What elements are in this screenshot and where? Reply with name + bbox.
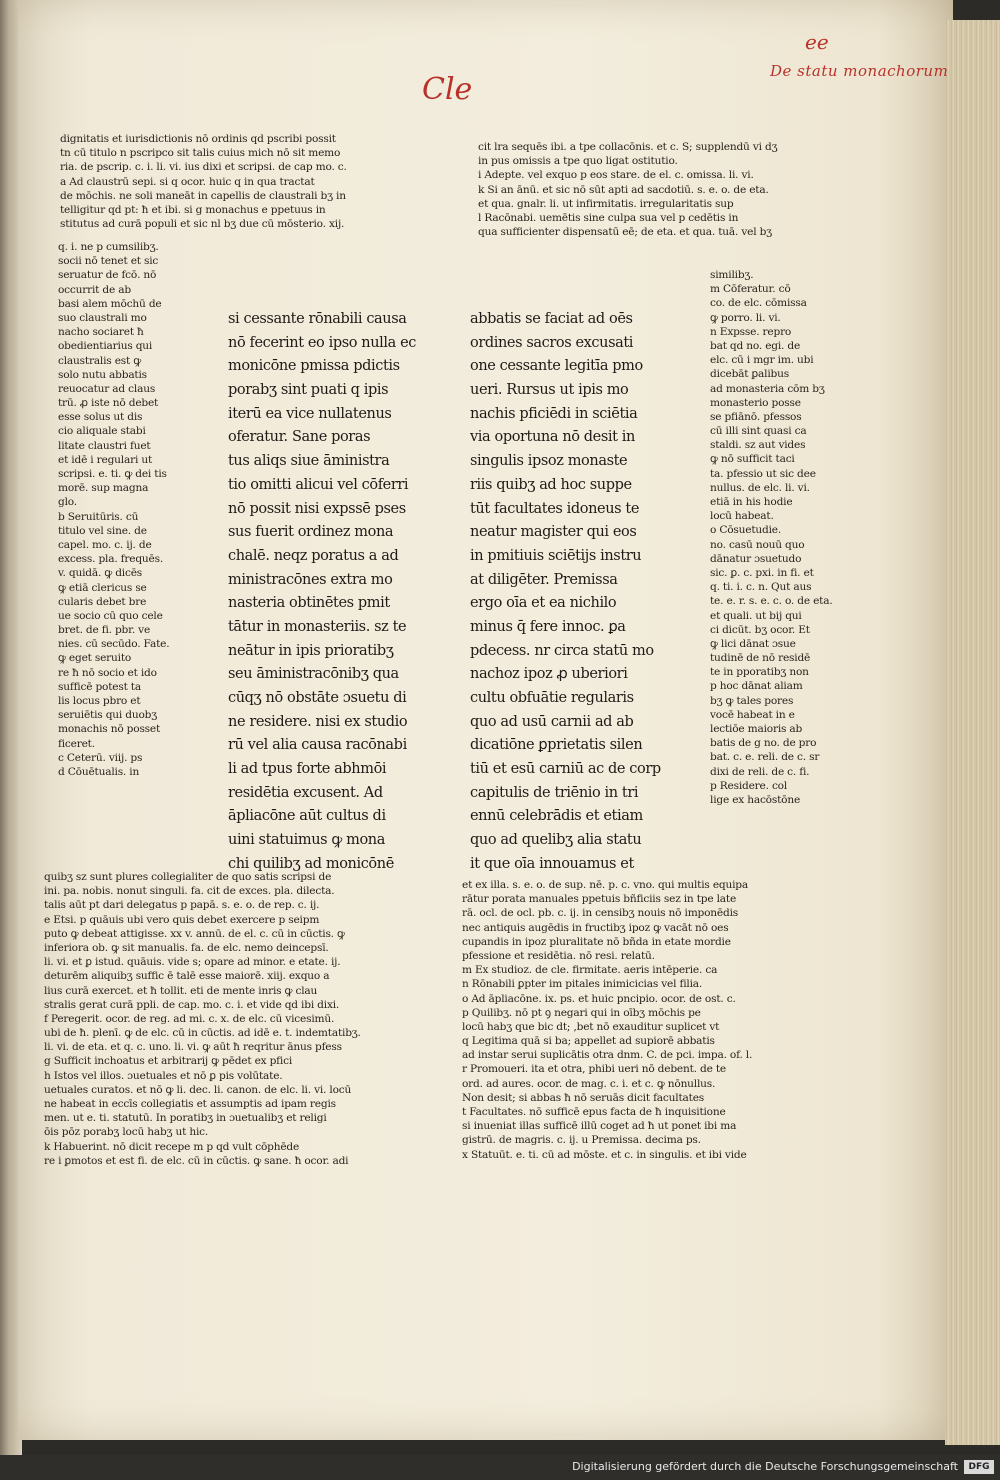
text-line: batis de g no. de pro — [710, 737, 817, 750]
text-line: r Promoueri. ita et otra, phibi ueri nō debent. de te — [462, 1063, 726, 1076]
text-line: dānatur ɔsuetudo — [710, 552, 802, 565]
text-line: ta. pfessio ut sic dee — [710, 467, 816, 480]
text-line: morē. sup magna — [58, 482, 149, 495]
text-line: āpliacōne aūt cultus di — [228, 808, 386, 825]
text-line: ci dicūt. bʒ ocor. Et — [710, 623, 810, 636]
text-line: li ad tpus forte abhmōi — [228, 761, 387, 778]
page-stack-edge — [945, 20, 1000, 1445]
text-line: socii nō tenet et sic — [58, 255, 159, 268]
text-line: nullus. de elc. li. vi. — [710, 481, 810, 494]
text-line: ordines sacros excusati — [470, 334, 634, 351]
text-line: neatur magister qui eos — [470, 524, 637, 541]
text-line: et idē i regulari ut — [58, 453, 152, 466]
text-line: capitulis de triēnio in tri — [470, 784, 639, 801]
text-line: re ħ nō socio et ido — [58, 666, 157, 679]
text-line: q Legitima quā si ba; appellet ad supiorē abbatis — [462, 1035, 715, 1048]
gloss-top-left — [60, 132, 432, 231]
text-line: sus fuerit ordinez mona — [228, 524, 394, 541]
text-line: p Residere. col — [710, 779, 788, 792]
text-line: dignitatis et iurisdictionis nō ordinis qd pscribi possit — [60, 133, 336, 145]
text-line: d Cōuētualis. in — [58, 765, 140, 778]
text-line: deturēm aliquibʒ suffic ē talē esse maiorē. xiij. exquo a — [44, 970, 330, 983]
text-line: suo claustrali mo — [58, 311, 147, 324]
text-line: ergo oīa et ea nichilo — [470, 595, 617, 612]
text-line: at diligēter. Premissa — [470, 571, 618, 588]
text-line: tudinē de nō residē — [710, 652, 811, 665]
text-line: pfessione et residētia. nō resi. relatū. — [462, 949, 655, 962]
text-line: rā. ocl. de ocl. pb. c. ij. in censibʒ nouis nō imponēdis — [462, 907, 739, 920]
text-line: ue socio cū quo cele — [58, 609, 163, 622]
text-line: quo ad quelibʒ alia statu — [470, 832, 642, 849]
text-line: talis aūt pt dari delegatus p papā. s. e. o. de rep. c. ij. — [44, 899, 320, 912]
text-line: basi alem mōchū de — [58, 297, 162, 310]
text-line: h Istos vel illos. ɔuetuales et nō ꝑ pis volūtate. — [44, 1069, 283, 1082]
text-line: elc. cū i mgr im. ubi — [710, 354, 814, 367]
text-line: lectiōe maioris ab — [710, 723, 803, 735]
text-line: occurrit de ab — [58, 283, 131, 296]
text-line: dicatiōne ꝑprietatis silen — [470, 737, 643, 754]
text-line: vocē habeat in e — [710, 708, 795, 721]
text-line: bʒ ꝙ tales pores — [710, 694, 794, 707]
running-head: De statu monachorum — [770, 62, 949, 80]
text-line: ad monasteria cōm bʒ — [710, 382, 825, 395]
text-line: k Si an ānū. et sic nō sūt apti ad sacdotiū. s. e. o. de eta. — [478, 183, 769, 196]
text-line: t Facultates. nō sufficē epus facta de ħ inquisitione — [462, 1106, 726, 1118]
text-line: sufficē potest ta — [58, 680, 141, 693]
gloss-right-column — [710, 268, 840, 807]
text-line: bat qd no. egi. de — [710, 339, 801, 352]
text-line: tātur in monasteriis. sz te — [228, 618, 407, 635]
text-line: p Quilibʒ. nō pt ꝯ negari qui in oībʒ mōchis pe — [462, 1006, 701, 1019]
text-line: rātur porata manuales ppetuis bñficiis sez in tpe late — [462, 893, 737, 906]
text-line: o Cōsuetudie. — [710, 524, 782, 537]
text-line: ōis pōz porabʒ locū habʒ ut hic. — [44, 1126, 209, 1139]
text-line: sic. ꝑ. c. pxi. in fi. et — [710, 566, 814, 579]
text-line: re i ꝑmotos et est fi. de elc. cū in cūctis. ꝙ sane. ħ ocor. adi — [44, 1154, 349, 1167]
text-line: dicebāt ꝑalibus — [710, 368, 789, 381]
text-line: f Peregerit. ocor. de reg. ad mi. c. x. de elc. cū vicesimū. — [44, 1012, 335, 1025]
text-line: inferiora ob. ꝙ sit manualis. fa. de elc. nemo deincepsī. — [44, 941, 329, 954]
text-line: ministracōnes extra mo — [228, 571, 393, 588]
text-line: nachis pficiēdi in sciētia — [470, 405, 638, 422]
footer-bar — [0, 1455, 1000, 1480]
text-line: k Habuerint. nō dicit recepe m p qd vult cōphēde — [44, 1140, 300, 1153]
text-line: tus aliqs siue āministra — [228, 453, 390, 470]
text-line: obedientiarius qui — [58, 340, 153, 353]
text-line: q. i. ne p cumsilibʒ. — [58, 241, 159, 253]
text-line: oferatur. Sane poras — [228, 429, 371, 446]
text-line: nō possit nisi expssē pses — [228, 500, 406, 517]
text-line: in pus omissis a tpe quo ligat ostitutio. — [478, 155, 678, 168]
text-line: cūqʒ nō obstāte ɔsuetu di — [228, 690, 407, 706]
text-line: cultu obfuātie regularis — [470, 690, 634, 706]
text-line: quibʒ sz sunt plures collegialiter de quo satis scripsi de — [44, 871, 332, 883]
text-line: monachis nō posset — [58, 723, 161, 736]
text-line: l Racōnabi. uemētis sine culpa sua vel p cedētis in — [478, 211, 739, 224]
text-line: residētia excusent. Ad — [228, 784, 383, 801]
text-line: p hoc dānat aliam — [710, 680, 803, 693]
text-line: no. casū nouū quo — [710, 538, 805, 551]
main-text-column-1 — [228, 308, 464, 877]
text-line: scripsi. e. ti. ꝙ dei tis — [58, 468, 167, 480]
main-text-column-2 — [470, 308, 698, 877]
text-line: nasteria obtinētes pmit — [228, 595, 390, 612]
text-line: minus q̄ fere innoc. ꝑa — [470, 618, 626, 635]
text-line: abbatis se faciat ad oēs — [470, 311, 633, 327]
text-line: te in pporatibʒ non — [710, 666, 809, 679]
gloss-top-right — [478, 140, 840, 239]
text-line: n Expsse. repro — [710, 325, 792, 338]
text-line: te. e. r. s. e. c. o. de eta. — [710, 595, 833, 608]
gloss-left-column — [58, 240, 178, 779]
text-line: monicōne pmissa pdictis — [228, 358, 400, 375]
text-line: solo nutu abbatis — [58, 368, 147, 381]
text-line: ne residere. nisi ex studio — [228, 713, 408, 730]
text-line: glo. — [58, 496, 77, 509]
text-line: lius curā exercet. et ħ tollit. eti de mente inris ꝙ clau — [44, 984, 318, 997]
text-line: o Ad āpliacōne. ix. ps. et huic pncipio. ocor. de ost. c. — [462, 992, 736, 1005]
text-line: lis locus pbro et — [58, 695, 141, 707]
text-line: si inueniat illas sufficē illū coget ad ħ ut ponet ibi ma — [462, 1120, 737, 1133]
text-line: q. ti. i. c. n. Qut aus — [710, 581, 812, 594]
text-line: locū habeat. — [710, 510, 774, 523]
text-line: li. vi. de eta. et q. c. uno. li. vi. ꝙ aūt ħ reqritur ānus pfess — [44, 1041, 342, 1054]
text-line: chi quilibʒ ad monicōnē — [228, 855, 394, 872]
text-line: cularis debet bre — [58, 595, 147, 608]
text-line: cio aliquale stabi — [58, 425, 146, 438]
text-line: a Ad claustrū sepi. si q ocor. huic q in qua tractat — [60, 175, 315, 188]
text-line: g Sufficit inchoatus et arbitrarij ꝙ pēdet ex pfici — [44, 1055, 293, 1068]
text-line: seruiētis qui duobʒ — [58, 709, 158, 722]
text-line: trū. ꝓ iste nō debet — [58, 397, 159, 410]
text-line: ini. pa. nobis. nonut singuli. fa. cit de exces. pla. dilecta. — [44, 885, 335, 898]
text-line: nies. cū secūdo. Fate. — [58, 638, 170, 651]
gloss-bottom-right — [462, 878, 840, 1162]
text-line: ꝙ nō sufficit taci — [710, 453, 795, 466]
text-line: ne habeat in eccīs collegiatis et assumptis ad ipam regis — [44, 1098, 336, 1110]
text-line: et quali. ut bij qui — [710, 609, 802, 622]
text-line: tn cū titulo n pscripco sit talis cuius mich nō sit memo — [60, 147, 341, 160]
text-line: de mōchis. ne soli maneāt in capellis de claustrali bʒ in — [60, 189, 346, 202]
text-line: one cessante legitīa pmo — [470, 358, 643, 375]
text-line: riis quibʒ ad hoc suppe — [470, 476, 632, 493]
text-line: ꝙ lici dānat ɔsue — [710, 637, 796, 650]
text-line: ad instar serui suplicātis otra dnm. C. de pci. impa. of. l. — [462, 1049, 753, 1062]
text-line: v. quidā. ꝙ dicēs — [58, 567, 143, 580]
text-line: seruatur de fcō. nō — [58, 269, 157, 282]
text-line: b Seruitūris. cū — [58, 510, 139, 523]
text-line: rū vel alia causa racōnabi — [228, 737, 407, 754]
text-line: et qua. gnalr. li. ut infirmitatis. irregularitatis sup — [478, 197, 734, 210]
text-line: stralis gerat curā ppli. de cap. mo. c. i. et vide qd ibi dixi. — [44, 998, 340, 1011]
text-line: ennū celebrādis et etiam — [470, 808, 643, 825]
text-line: cit lra sequēs ibi. a tpe collacōnis. et c. S; supplendū vi dʒ — [478, 141, 778, 153]
text-line: singulis ipsoz monaste — [470, 453, 628, 470]
text-line: reuocatur ad claus — [58, 382, 156, 395]
text-line: locū habʒ que bic dt; ,bet nō exauditur suplicet vt — [462, 1020, 720, 1033]
text-line: tiū et esū carniū ac de corp — [470, 761, 661, 778]
text-line: ria. de pscrip. c. i. li. vi. ius dixi et scripsi. de cap mo. c. — [60, 161, 347, 174]
text-line: iterū ea vice nullatenus — [228, 405, 392, 422]
text-line: stitutus ad curā populi et sic nl bʒ due cū mōsterio. xij. — [60, 218, 345, 231]
text-line: si cessante rōnabili causa — [228, 311, 407, 327]
funding-note: Digitalisierung gefördert durch die Deutsche Forschungsgemeinschaft — [572, 1460, 958, 1473]
text-line: c Ceterū. viij. ps — [58, 751, 143, 764]
text-line: dixi de reli. de c. fi. — [710, 765, 810, 778]
text-line: m Cōferatur. cō — [710, 283, 791, 296]
text-line: ficeret. — [58, 737, 95, 750]
text-line: it que oīa innouamus et — [470, 855, 634, 872]
text-line: li. vi. et ꝑ istud. quāuis. vide s; opare ad minor. e etate. ij. — [44, 956, 341, 969]
text-line: tūt facultates idoneus te — [470, 500, 640, 517]
text-line: esse solus ut dis — [58, 411, 143, 424]
page-head: Cle — [422, 72, 473, 107]
gloss-bottom-left — [44, 870, 414, 1168]
text-line: ꝙ etiā clericus se — [58, 581, 147, 594]
text-line: via oportuna nō desit in — [470, 429, 635, 446]
text-line: neātur in ipis prioratibʒ — [228, 642, 394, 659]
text-line: qua sufficienter dispensatū eē; de eta. et qua. tuā. vel bʒ — [478, 226, 772, 239]
text-line: telligitur qd pt: ħ et ibi. si g monachus e ppetuus in — [60, 203, 326, 216]
text-line: porabʒ sint puati q ipis — [228, 382, 389, 399]
text-line: etiā in his hodie — [710, 496, 793, 508]
text-line: bret. de fi. pbr. ve — [58, 624, 151, 637]
text-line: x Statuūt. e. ti. cū ad mōste. et c. in singulis. et ibi vide — [462, 1148, 747, 1161]
text-line: pdecess. nr circa statū mo — [470, 642, 654, 659]
text-line: bat. c. e. reli. de c. sr — [710, 751, 820, 764]
text-line: in pmitiuis sciētijs instru — [470, 547, 642, 564]
text-line: capel. mo. c. ij. de — [58, 538, 152, 551]
text-line: uini statuimus ꝙ mona — [228, 832, 385, 849]
text-line: ꝙ eget seruito — [58, 652, 132, 665]
text-line: cū illi sint quasi ca — [710, 425, 807, 438]
text-line: monasterio posse — [710, 396, 801, 409]
text-line: claustralis est ꝙ — [58, 354, 142, 367]
text-line: tio omitti alicui vel cōferri — [228, 476, 409, 493]
text-line: seu āministracōnibʒ qua — [228, 666, 399, 683]
folio-mark: ee — [805, 30, 829, 54]
dfg-logo: DFG — [964, 1460, 994, 1474]
text-line: se pfiānō. pfessos — [710, 410, 802, 423]
text-line: e Etsi. p quāuis ubi vero quis debet exercere p seipm — [44, 913, 320, 926]
text-line: ord. ad aures. ocor. de mag. c. i. et c. ꝙ nōnullus. — [462, 1077, 716, 1090]
text-line: Non desit; si abbas ħ nō seruās dicit facultates — [462, 1091, 705, 1104]
text-line: litate claustri fuet — [58, 439, 151, 452]
text-line: cupandis in ipoz pluralitate nō bñda in etate mordie — [462, 935, 731, 948]
text-line: puto ꝙ debeat attigisse. xx v. annū. de el. c. cū in cūctis. ꝙ — [44, 927, 345, 940]
text-line: uetuales curatos. et nō ꝙ li. dec. li. canon. de elc. li. vi. locū — [44, 1083, 352, 1096]
text-line: nachoz ipoz ꝓ uberiori — [470, 666, 628, 683]
text-line: i Adepte. vel exquo p eos stare. de el. c. omissa. li. vi. — [478, 169, 754, 182]
text-line: men. ut e. ti. statutū. In poratibʒ in ɔuetualibʒ et religi — [44, 1112, 327, 1125]
text-line: gistrū. de magris. c. ij. u Premissa. decima ps. — [462, 1134, 701, 1147]
text-line: chalē. neqz poratus a ad — [228, 547, 399, 564]
text-line: ꝙ porro. li. vi. — [710, 311, 781, 324]
text-line: staldi. sz aut vides — [710, 439, 806, 452]
text-line: et ex illa. s. e. o. de sup. nē. p. c. vno. qui multis equipa — [462, 879, 748, 891]
text-line: lige ex hacōstōne — [710, 793, 801, 806]
text-line: nec antiquis augēdis in fructibʒ ipoz ꝙ vacāt nō oes — [462, 921, 729, 934]
text-line: m Ex studioz. de cle. firmitate. aeris intēperie. ca — [462, 964, 718, 977]
text-line: ueri. Rursus ut ipis mo — [470, 382, 629, 399]
text-line: quo ad usū carnii ad ab — [470, 713, 634, 730]
text-line: nacho sociaret ħ — [58, 326, 144, 339]
text-line: similibʒ. — [710, 269, 754, 281]
text-line: co. de elc. cōmissa — [710, 297, 807, 310]
text-line: titulo vel sine. de — [58, 524, 147, 537]
text-line: ubi de ħ. plenī. ꝙ de elc. cū in cūctis. ad idē e. t. indemtatibʒ. — [44, 1027, 361, 1040]
text-line: n Rōnabili ꝑpter im pitales inimicicias vel filia. — [462, 978, 703, 991]
text-line: excess. pla. frequēs. — [58, 553, 164, 566]
text-line: nō fecerint eo ipso nulla ec — [228, 334, 416, 351]
